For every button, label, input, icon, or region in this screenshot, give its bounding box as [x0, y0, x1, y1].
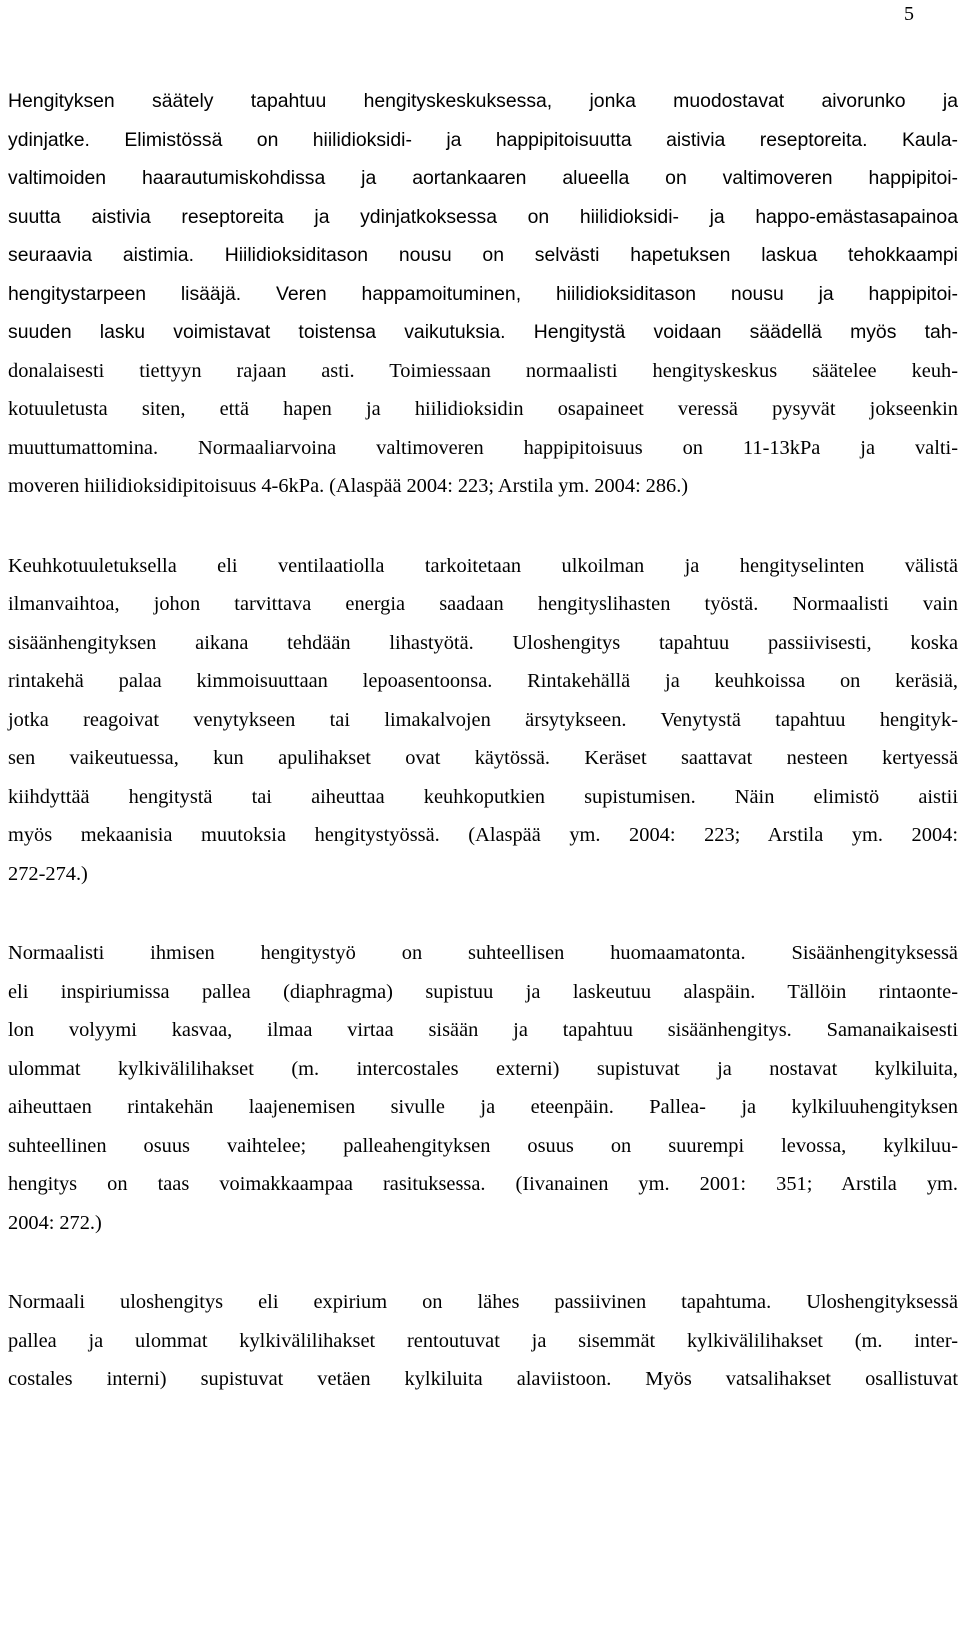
text-line: lon volyymi kasvaa, ilmaa virtaa sisään ja tapahtuu sisäänhengitys. Samanaikaisesti — [8, 1019, 958, 1041]
text-line: muuttumattomina. Normaaliarvoina valtimoveren happipitoisuus on 11-13kPa ja valti- — [8, 436, 958, 459]
text-line: ydinjatke. Elimistössä on hiilidioksidi- ja happipitoisuutta aistivia reseptoreita. Kaula- — [8, 128, 958, 151]
text-line: hengitys on taas voimakkaampaa rasituksessa. (Iivanainen ym. 2001: 351; Arstila ym. — [8, 1173, 958, 1195]
text-line: seuraavia aistimia. Hiilidioksiditason nousu on selvästi hapetuksen laskua tehokkaampi — [8, 244, 958, 266]
text-line: myös mekaanisia muutoksia hengitystyössä. (Alaspää ym. 2004: 223; Arstila ym. 2004: — [8, 824, 958, 846]
text-line: ulommat kylkivälilihakset (m. intercostales externi) supistuvat ja nostavat kylkiluita, — [8, 1057, 958, 1080]
text-line: Normaali uloshengitys eli expirium on lähes passiivinen tapahtuma. Uloshengityksessä — [8, 1291, 958, 1313]
text-line: hengitystarpeen lisääjä. Veren happamoituminen, hiilidioksiditason nousu ja happipitoi- — [8, 282, 958, 305]
text-line: aiheuttaen rintakehän laajenemisen sivulle ja eteenpäin. Pallea- ja kylkiluuhengityksen — [8, 1096, 958, 1118]
text-line: kiihdyttää hengitystä tai aiheuttaa keuhkoputkien supistumisen. Näin elimistö aistii — [8, 785, 958, 808]
text-line: ilmanvaihtoa, johon tarvittava energia saadaan hengityslihasten työstä. Normaalisti vain — [8, 593, 958, 615]
text-line: 272-274.) — [8, 862, 88, 885]
paragraph-breathing-regulation — [8, 82, 958, 506]
text-line: suhteellinen osuus vaihtelee; palleahengityksen osuus on suurempi levossa, kylkiluu- — [8, 1134, 958, 1157]
body-text — [8, 82, 958, 1440]
text-line: Keuhkotuuletuksella eli ventilaatiolla tarkoitetaan ulkoilman ja hengityselinten välistä — [8, 554, 958, 577]
text-line: pallea ja ulommat kylkivälilihakset rentoutuvat ja sisemmät kylkivälilihakset (m. inter- — [8, 1329, 958, 1352]
text-line: donalaisesti tiettyyn rajaan asti. Toimiessaan normaalisti hengityskeskus säätelee keuh- — [8, 359, 958, 382]
text-line: Hengityksen säätely tapahtuu hengityskeskuksessa, jonka muodostavat aivorunko ja — [8, 90, 958, 112]
text-line: suuden lasku voimistavat toistensa vaikutuksia. Hengitystä voidaan säädellä myös tah- — [8, 321, 958, 343]
text-line: 2004: 272.) — [8, 1211, 102, 1234]
text-line: valtimoiden haarautumiskohdissa ja aortankaaren alueella on valtimoveren happipitoi- — [8, 167, 958, 189]
text-line: Normaalisti ihmisen hengitystyö on suhteellisen huomaamatonta. Sisäänhengityksessä — [8, 942, 958, 964]
text-line: eli inspiriumissa pallea (diaphragma) supistuu ja laskeutuu alaspäin. Tällöin rintaonte- — [8, 980, 958, 1003]
text-line: kotuuletusta siten, että hapen ja hiilidioksidin osapaineet veressä pysyvät jokseenkin — [8, 398, 958, 420]
paragraph-ventilation — [8, 547, 958, 894]
text-line: costales interni) supistuvat vetäen kylkiluita alaviistoon. Myös vatsalihakset osallistuvat — [8, 1368, 958, 1390]
paragraph-expiration — [8, 1283, 958, 1399]
text-line: sisäänhengityksen aikana tehdään lihastyötä. Uloshengitys tapahtuu passiivisesti, koska — [8, 631, 958, 654]
text-line: rintakehä palaa kimmoisuuttaan lepoasentoonsa. Rintakehällä ja keuhkoissa on keräsiä, — [8, 670, 958, 692]
paragraph-inspiration — [8, 934, 958, 1242]
text-line: jotka reagoivat venytykseen tai limakalvojen ärsytykseen. Venytystä tapahtuu hengityk- — [8, 708, 958, 731]
text-line: suutta aistivia reseptoreita ja ydinjatkoksessa on hiilidioksidi- ja happo-emästasapainoa — [8, 205, 958, 228]
text-line: sen vaikeutuessa, kun apulihakset ovat käytössä. Keräset saattavat nesteen kertyessä — [8, 747, 958, 769]
page-number: 5 — [904, 3, 914, 25]
text-line: moveren hiilidioksidipitoisuus 4-6kPa. (Alaspää 2004: 223; Arstila ym. 2004: 286.) — [8, 475, 689, 497]
